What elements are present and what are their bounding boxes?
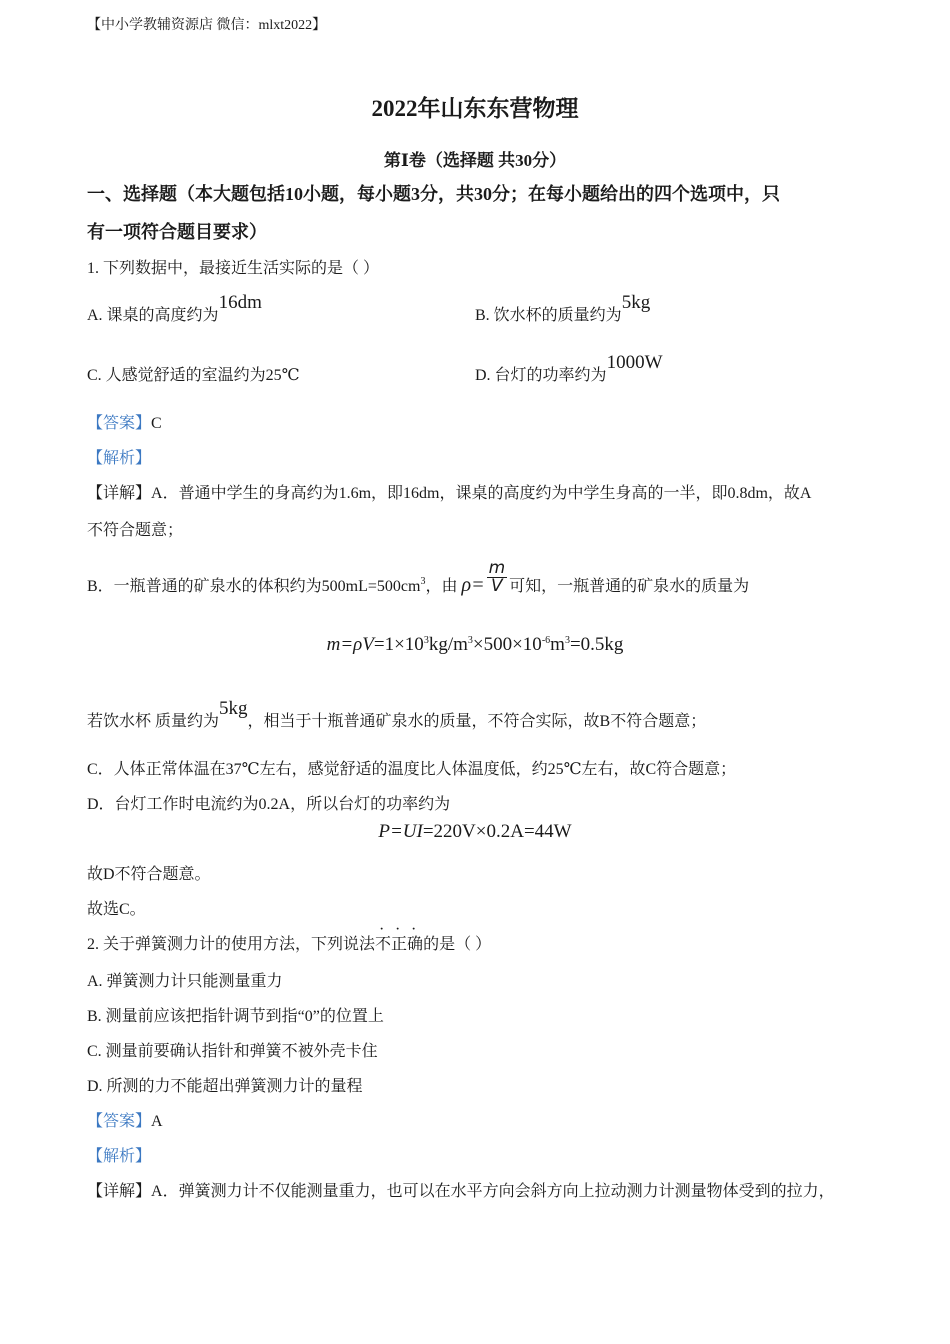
- q1-detail-b-cont: 若饮水杯 质量约为5kg，相当于十瓶普通矿泉水的质量，不符合实际，故B不符合题意；: [87, 698, 707, 730]
- mass-calculation-formula: $m=\rho V=1\times 10^3kg/m^3\times 500\times 10^{-6}m^3=0.5kg$: [326, 634, 624, 655]
- q1-answer: 【答案】C: [87, 415, 162, 432]
- q1-option-a: A. 课桌的高度约为16dm: [87, 292, 262, 324]
- q2-detail-a: 【详解】A．弹簧测力计不仅能测量重力，也可以在水平方向会斜方向上拉动测力计测量物体受到的拉力，: [87, 1183, 835, 1200]
- q1-option-c: C. 人感觉舒适的室温约为25℃: [87, 367, 300, 384]
- section-heading-line2: 有一项符合题目要求）: [87, 222, 267, 242]
- q1-conclusion-d: 故D不符合题意。: [87, 866, 211, 883]
- q1-detail-b: B．一瓶普通的矿泉水的体积约为$500mL=500cm^3$，由 ρ= $\frac{m}{V}$ 可知，一瓶普通的矿泉水的质量为: [87, 558, 750, 597]
- q1-detail-a: 【详解】A．普通中学生的身高约为1.6m，即16dm，课桌的高度约为中学生身高的一半，即0.8dm，故A: [87, 485, 812, 502]
- q1-detail-a-cont: 不符合题意；: [87, 522, 184, 539]
- q2-stem: 2. 关于弹簧测力计的使用方法，下列说法不正确的是（ ）: [87, 936, 492, 953]
- q1-option-d: D. 台灯的功率约为1000W: [475, 352, 663, 384]
- q1-detail-c: C．人体正常体温在37℃左右，感觉舒适的温度比人体温度低，约25℃左右，故C符合题意；: [87, 761, 737, 778]
- q2-analysis-label: 【解析】: [87, 1148, 152, 1165]
- power-calculation-formula: P=UI=220V×0.2A=44W: [378, 821, 572, 842]
- q1-conclusion: 故选C。: [87, 901, 146, 918]
- q2-answer: 【答案】A: [87, 1113, 163, 1130]
- mass-over-volume-fraction: $\frac{m}{V}$: [488, 558, 506, 596]
- page-subtitle: 第Ⅰ卷（选择题 共30分）: [383, 151, 567, 170]
- q2-option-a: A. 弹簧测力计只能测量重力: [87, 973, 283, 990]
- density-formula: ρ=: [461, 574, 485, 597]
- section-heading-line1: 一、选择题（本大题包括10小题，每小题3分，共30分；在每小题给出的四个选项中，只: [87, 184, 780, 204]
- q1-stem: 1. 下列数据中，最接近生活实际的是（ ）: [87, 260, 380, 277]
- q1-detail-d: D．台灯工作时电流约为0.2A，所以台灯的功率约为: [87, 796, 451, 813]
- q2-option-b: B. 测量前应该把指针调节到指“0”的位置上: [87, 1008, 384, 1025]
- header-source: 【中小学教辅资源店 微信：mlxt2022】: [87, 18, 327, 33]
- q1-analysis-label: 【解析】: [87, 450, 152, 467]
- q1-option-b: B. 饮水杯的质量约为5kg: [475, 292, 651, 324]
- q2-option-c: C. 测量前要确认指针和弹簧不被外壳卡住: [87, 1043, 378, 1060]
- q2-option-d: D. 所测的力不能超出弹簧测力计的量程: [87, 1078, 363, 1095]
- page-title: 2022年山东东营物理: [371, 96, 579, 121]
